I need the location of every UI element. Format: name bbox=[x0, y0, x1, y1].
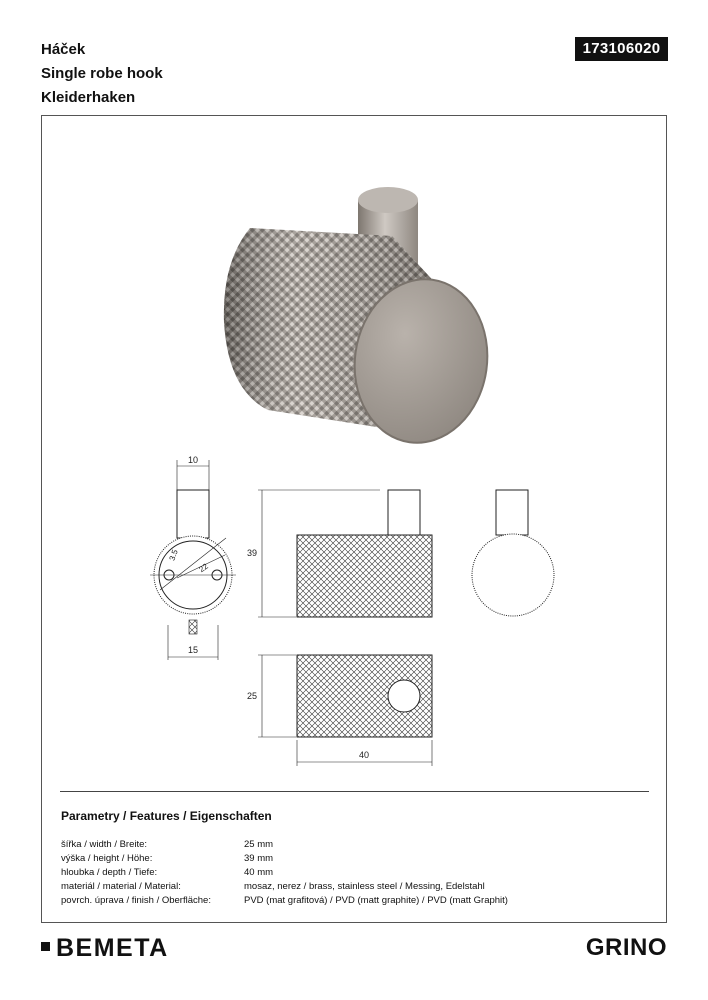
feature-value: mosaz, nerez / brass, stainless steel / Messing, Edelstahl bbox=[244, 881, 485, 892]
dim-top-width: 10 bbox=[187, 455, 199, 465]
dim-width: 25 bbox=[246, 691, 258, 701]
feature-label: šířka / width / Breite: bbox=[61, 839, 148, 850]
feature-label: hloubka / depth / Tiefe: bbox=[61, 867, 158, 878]
feature-value: PVD (mat grafitová) / PVD (matt graphite) / PVD (matt Graphit) bbox=[244, 895, 508, 906]
feature-value: 25 mm bbox=[244, 839, 274, 850]
brand-name: BEMETA bbox=[56, 934, 169, 962]
title-czech: Háček bbox=[41, 41, 86, 58]
title-german: Kleiderhaken bbox=[41, 89, 136, 106]
features-divider bbox=[60, 791, 649, 792]
dim-depth: 40 bbox=[358, 750, 370, 760]
series-name: GRINO bbox=[585, 934, 667, 961]
top-view bbox=[258, 655, 432, 766]
dim-height: 39 bbox=[246, 548, 258, 558]
product-code-badge: 173106020 bbox=[575, 37, 668, 61]
front-view bbox=[258, 490, 432, 617]
dim-bottom: 15 bbox=[187, 645, 199, 655]
feature-label: materiál / material / Material: bbox=[61, 881, 181, 892]
feature-label: výška / height / Höhe: bbox=[61, 853, 153, 864]
logo-square-icon bbox=[41, 942, 50, 951]
dim-diameter-small: 3.5 bbox=[167, 548, 180, 562]
title-english: Single robe hook bbox=[41, 65, 163, 82]
features-title: Parametry / Features / Eigenschaften bbox=[61, 809, 272, 823]
end-view bbox=[472, 490, 554, 616]
feature-label: povrch. úprava / finish / Oberfläche: bbox=[61, 895, 211, 906]
side-view bbox=[150, 460, 236, 660]
feature-value: 39 mm bbox=[244, 853, 274, 864]
feature-value: 40 mm bbox=[244, 867, 274, 878]
dim-hole-spacing: 22 bbox=[197, 561, 210, 575]
